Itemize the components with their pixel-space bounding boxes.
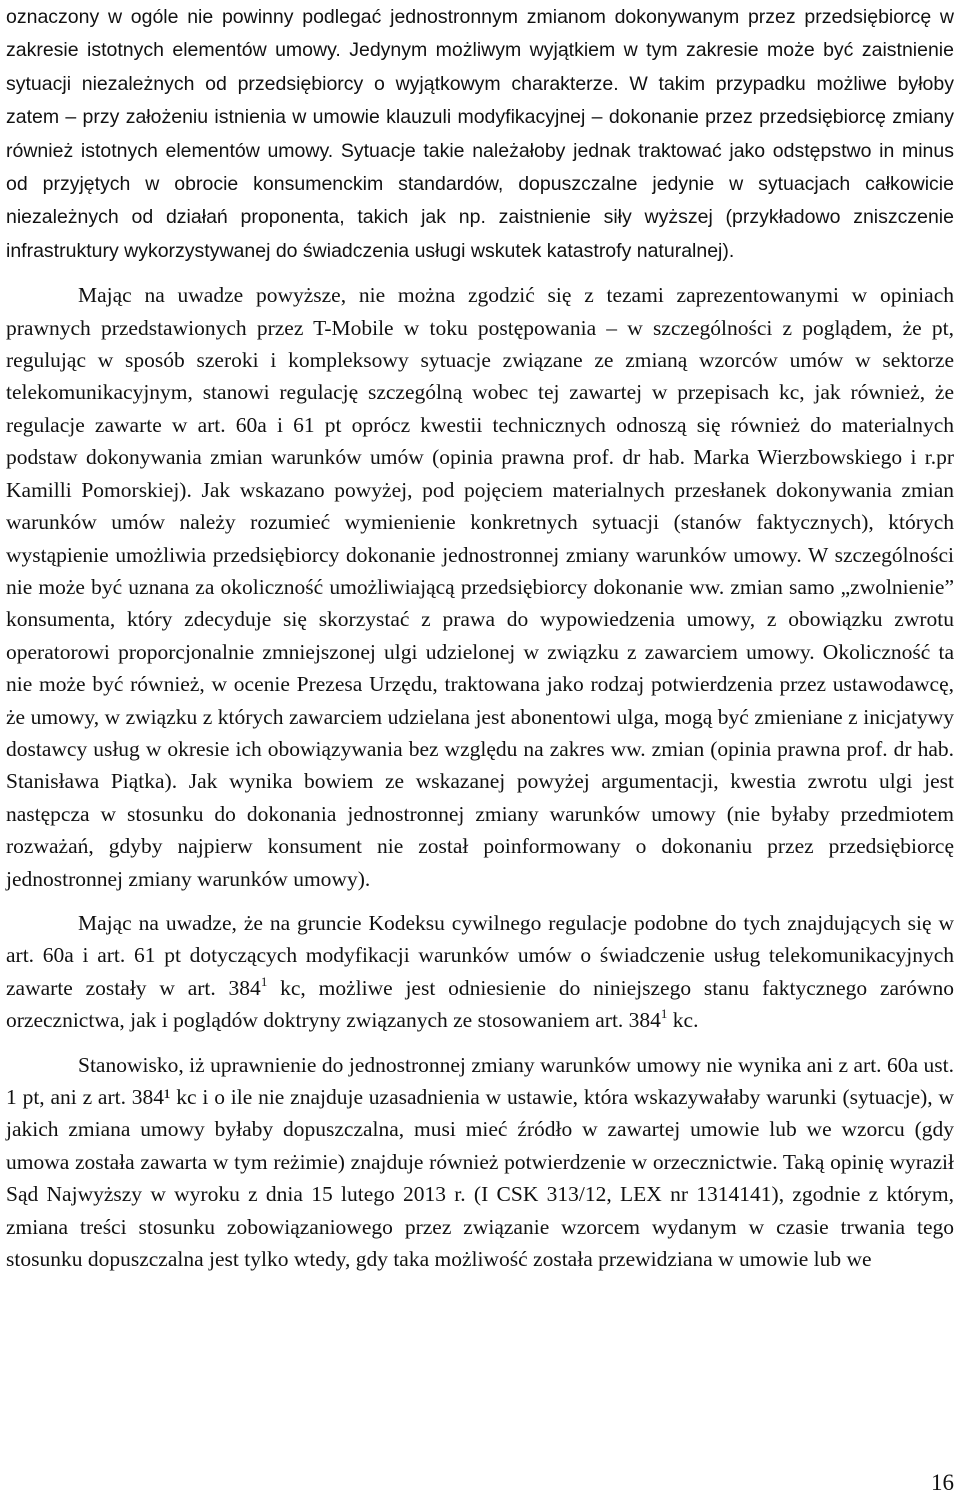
- paragraph-3-part-b: kc, możliwe jest odniesienie do niniejszego stanu faktycznego zarówno orzecznictwa, jak i poglądów doktryny związanych ze stosowaniem art. 384: [6, 975, 954, 1033]
- paragraph-4-text: Stanowisko, iż uprawnienie do jednostronnej zmiany warunków umowy nie wynika ani z art. 60a ust. 1 pt, ani z art. 384¹ kc i o ile nie znajduje uzasadnienia w ustawie, która wskazywałaby warunki (sytuacje), w jakich zmiana umowy byłaby dopuszczalna, musi mieć źródło w zawartej umowie lub we wzorcu (gdy umowa została zawarta w tym reżimie) znajduje również potwierdzenie w orzecznictwie. Taką opinię wyraził Sąd Najwyższy w wyroku z dnia 15 lutego 2013 r. (I CSK 313/12, LEX nr 1314141), zgodnie z którym, zmiana treści stosunku zobowiązaniowego przez związanie wzorcem wydanym w czasie trwania tego stosunku dopuszczalna jest tylko wtedy, gdy taka możliwość została przewidziana w umowie lub we: [6, 1052, 954, 1272]
- paragraph-2: [6, 279, 954, 895]
- superscript-1: 1: [260, 973, 268, 989]
- paragraph-3-part-a: Mając na uwadze, że na gruncie Kodeksu cywilnego regulacje podobne do tych znajdujących się w art. 60a i art. 61 pt dotyczących modyfikacji warunków umów o świadczenie usług telekomunikacyjnych zawarte zostały w art. 384: [6, 910, 954, 1000]
- paragraph-3-part-c: kc.: [667, 1008, 699, 1033]
- paragraph-2-part-a: Mając na uwadze powyższe, nie można zgodzić się z tezami zaprezentowanymi w opiniach prawnych przedstawionych przez T-Mobile w toku postępowania – w szczególności z poglądem, że pt, regulując w sposób szeroki i kompleksowy sytuacje związane ze zmianą wzorców umów w sektorze telekomunikacyjnym, stanowi regulację szczególną wobec tej zawartej w przepisach kc, jak również, że regulacje zawarte w art. 60a i 61 pt oprócz kwestii technicznych odnoszą się również do materialnych podstaw dokonywania zmian warunków umów (opinia prawna prof. dr hab. Marka Wierzbowskiego i r.pr Kamilli Pomorskiej).: [6, 283, 954, 502]
- superscript-2: 1: [660, 1006, 668, 1022]
- paragraph-1: [6, 0, 954, 267]
- paragraph-2-part-c: Jak wynika bowiem ze wskazanej powyżej argumentacji, kwestia zwrotu ulgi jest następcza w stosunku do dokonania jednostronnej zmiany warunków umowy (nie byłaby przedmiotem rozważań, gdyby najpierw konsument nie został poinformowany o dokonaniu przez przedsiębiorcę jednostronnej zmiany warunków umowy).: [6, 769, 954, 891]
- paragraph-2-part-b: Jak wskazano powyżej, pod pojęciem materialnych przesłanek dokonywania zmian warunków umów należy rozumieć wymienienie konkretnych sytuacji (stanów faktycznych), których wystąpienie umożliwia przedsiębiorcy dokonanie jednostronnej zmiany warunków umowy. W szczególności nie może być uznana za okoliczność umożliwiającą przedsiębiorcy dokonanie ww. zmian samo „zwolnienie” konsumenta, który zdecyduje się skorzystać z prawa do wypowiedzenia umowy, z obowiązku zwrotu operatorowi proporcjonalnie zmniejszonej ulgi udzielonej w związku z zawarciem umowy. Okoliczność ta nie może być również, w ocenie Prezesa Urzędu, traktowana jako rodzaj potwierdzenia przez ustawodawcę, że umowy, w związku z których zawarciem udzielana jest abonentowi ulga, mogą być zmieniane z inicjatywy dostawcy usług w okresie ich obowiązywania bez względu na zakres ww. zmian (opinia prawna prof. dr hab. Stanisława Piątka).: [6, 477, 955, 794]
- paragraph-1-part-b: Jedynym możliwym wyjątkiem w tym zakresie może być zaistnienie sytuacji niezależnych od przedsiębiorcy o wyjątkowym charakterze. W takim przypadku możliwe byłoby zatem – przy założeniu istnienia w umowie klauzuli modyfikacyjnej – dokonanie przez przedsiębiorcę zmiany również istotnych elementów umowy. Sytuacje takie należałoby jednak traktować jako odstępstwo in minus od przyjętych w obrocie konsumenckim standardów, dopuszczalne jedynie w sytuacjach całkowicie niezależnych od działań proponenta, takich jak np. zaistnienie siły wyższej (przykładowo zniszczenie infrastruktury wykorzystywanej do świadczenia usługi wskutek katastrofy naturalnej).: [6, 39, 954, 262]
- paragraph-1-part-a: oznaczony w ogóle nie powinny podlegać jednostronnym zmianom dokonywanym przez przedsiębiorcę w zakresie istotnych elementów umowy.: [6, 6, 954, 62]
- paragraph-4: [6, 1049, 954, 1276]
- paragraph-3: [6, 907, 954, 1037]
- page-number: 16: [931, 1470, 954, 1495]
- document-page: [6, 0, 954, 1275]
